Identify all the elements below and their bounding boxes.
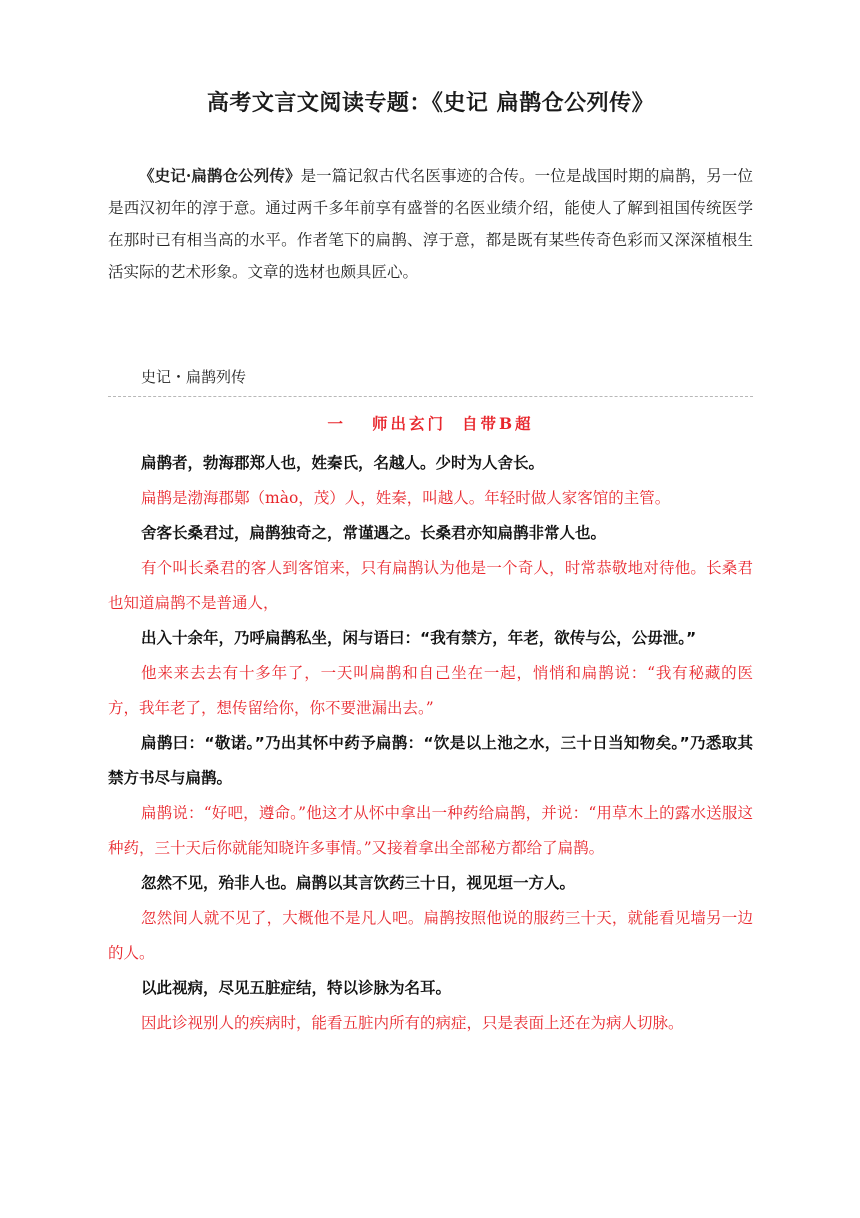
original-text-5: 忽然不见，殆非人也。扁鹊以其言饮药三十日，视见垣一方人。 [141, 874, 576, 892]
original-text-2: 舍客长桑君过，扁鹊独奇之，常谨遇之。长桑君亦知扁鹊非常人也。 [141, 524, 607, 542]
section-heading [108, 412, 753, 434]
dashed-divider [108, 396, 753, 397]
section-heading-number: 一 [327, 414, 346, 433]
passage-body [108, 446, 753, 1041]
intro-paragraph [108, 160, 753, 288]
original-text-3: 出入十余年，乃呼扁鹊私坐，闲与语曰：“我有禁方，年老，欲传与公，公毋泄。” [141, 629, 697, 647]
section-heading-part1: 师出玄门 [371, 414, 446, 433]
original-text-6: 以此视病，尽见五脏症结，特以诊脉为名耳。 [141, 979, 452, 997]
section-label: 史记・扁鹊列传 [141, 368, 247, 386]
translation-text-6: 因此诊视别人的疾病时，能看五脏内所有的病症，只是表面上还在为病人切脉。 [141, 1014, 684, 1032]
translation-text-4: 扁鹊说：“好吧，遵命。”他这才从怀中拿出一种药给扁鹊，并说：“用草木上的露水送服这种药，三十天后你就能知晓许多事情。”又接着拿出全部秘方都给了扁鹊。 [108, 804, 753, 857]
translation-text-1: 扁鹊是渤海郡鄚（mào，茂）人，姓秦，叫越人。年轻时做人家客馆的主管。 [141, 489, 671, 507]
original-text-4: 扁鹊曰：“敬诺。”乃出其怀中药予扁鹊：“饮是以上池之水，三十日当知物矣。”乃悉取其禁方书尽与扁鹊。 [108, 734, 753, 787]
intro-book-title: 《史记·扁鹊仓公列传》 [139, 166, 301, 185]
translation-text-5: 忽然间人就不见了，大概他不是凡人吧。扁鹊按照他说的服药三十天，就能看见墙另一边的人。 [108, 909, 753, 962]
intro-text: 是一篇记叙古代名医事迹的合传。一位是战国时期的扁鹊，另一位是西汉初年的淳于意。通过两千多年前享有盛誉的名医业绩介绍，能使人了解到祖国传统医学在那时已有相当高的水平。作者笔下的扁鹊、淳于意，都是既有某些传奇色彩而又深深植根生活实际的艺术形象。文章的选材也颇具匠心。 [108, 167, 753, 281]
translation-text-2: 有个叫长桑君的客人到客馆来，只有扁鹊认为他是一个奇人，时常恭敬地对待他。长桑君也知道扁鹊不是普通人， [108, 559, 753, 612]
section-heading-part2: 自带B超 [461, 414, 534, 433]
original-text-1: 扁鹊者，勃海郡郑人也，姓秦氏，名越人。少时为人舍长。 [141, 454, 545, 472]
translation-text-3: 他来来去去有十多年了，一天叫扁鹊和自己坐在一起，悄悄和扁鹊说：“我有秘藏的医方，我年老了，想传留给你，你不要泄漏出去。” [108, 664, 753, 717]
page-title: 高考文言文阅读专题：《史记 扁鹊仓公列传》 [206, 91, 655, 116]
